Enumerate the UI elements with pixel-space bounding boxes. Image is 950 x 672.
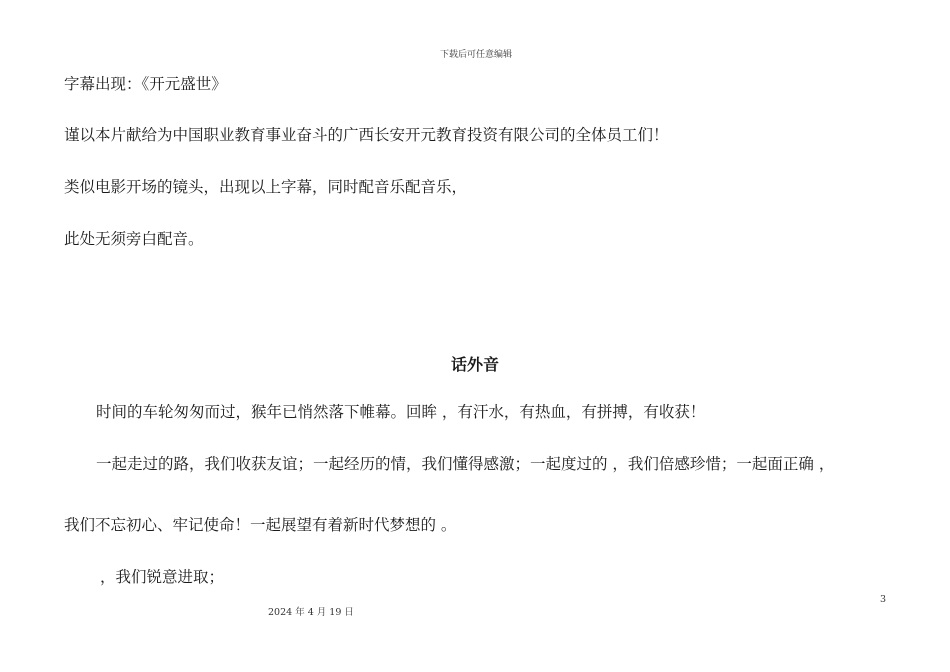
footer-date: 2024 年 4 月 19 日 xyxy=(268,607,354,618)
paragraph: ，我们锐意进取； xyxy=(100,568,225,586)
dedication-line: 谨以本片献给为中国职业教育事业奋斗的广西长安开元教育投资有限公司的全体员工们！ xyxy=(64,126,669,144)
paragraph: 一起走过的路，我们收获友谊；一起经历的情，我们懂得感激；一起度过的 ，我们倍感珍惜；一起面正确 ， xyxy=(96,455,835,473)
paragraph: 时间的车轮匆匆而过，猴年已悄然落下帷幕。回眸 ，有汗水，有热血，有拼搏，有收获！ xyxy=(96,403,706,421)
page-header: 下载后可任意编辑 xyxy=(440,50,513,60)
subtitle-line: 字幕出现：《开元盛世》 xyxy=(64,75,227,93)
section-title: 话外音 xyxy=(451,355,500,374)
direction-line: 类似电影开场的镜头，出现以上字幕，同时配音乐配音乐， xyxy=(64,178,468,196)
narration-note: 此处无须旁白配音。 xyxy=(64,230,204,248)
page-number: 3 xyxy=(880,594,887,605)
paragraph: 我们不忘初心、牢记使命！一起展望有着新时代梦想的 。 xyxy=(64,516,457,534)
